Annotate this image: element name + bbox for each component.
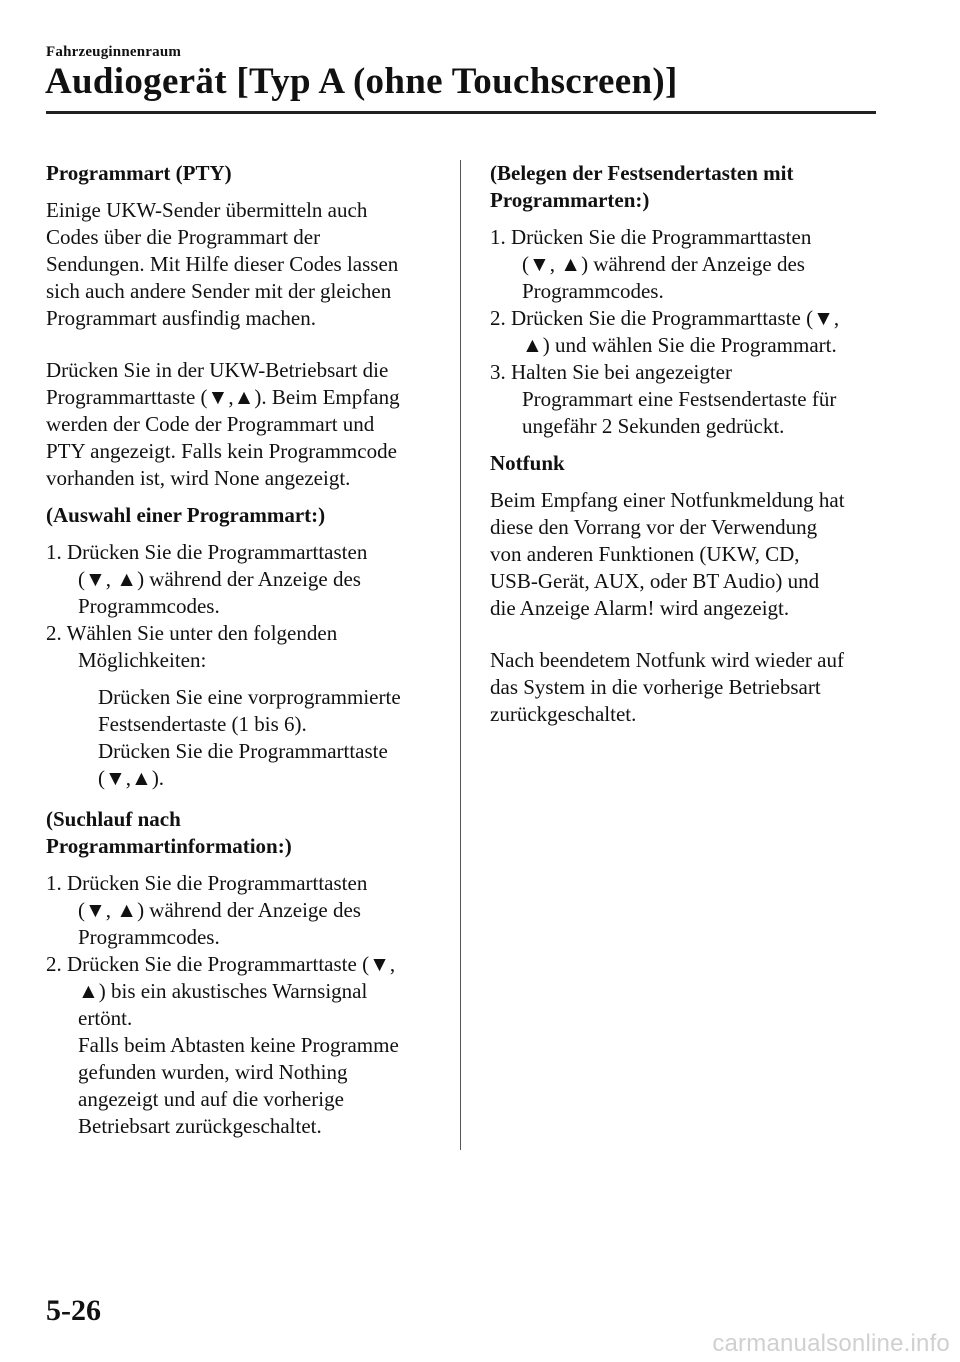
list-item: 1. Drücken Sie die Programmarttasten [46,871,368,895]
text-line: Programmarttaste (▼,▲). Beim Empfang [46,385,400,409]
list-item-continuation: (▼, ▲) während der Anzeige des [522,252,805,276]
list-item-continuation: Programmcodes. [522,279,664,303]
text-line: das System in die vorherige Betriebsart [490,675,821,699]
list-item: 3. Halten Sie bei angezeigter [490,360,732,384]
list-item-continuation: ▲) bis ein akustisches Warnsignal [78,979,368,1003]
heading-suchlauf [46,806,446,860]
list-item-continuation: Programmcodes. [78,925,220,949]
list-item-continuation: Falls beim Abtasten keine Programme [78,1033,399,1057]
text-line: Nach beendetem Notfunk wird wieder auf [490,648,844,672]
column-divider [460,160,461,1150]
text-line: zurückgeschaltet. [490,702,637,726]
list-item-continuation: Programmart eine Festsendertaste für [522,387,837,411]
list-item: 1. Drücken Sie die Programmarttasten [490,225,812,249]
list-item-continuation: (▼, ▲) während der Anzeige des [78,898,361,922]
list-suchlauf [46,870,446,1140]
text-line: Beim Empfang einer Notfunkmeldung hat [490,488,845,512]
text-line: Codes über die Programmart der [46,225,321,249]
paragraph-notfunk-ende [490,647,890,728]
paragraph-notfunk [490,487,890,622]
text-line: Einige UKW-Sender übermitteln auch [46,198,368,222]
bullet-text: Drücken Sie die Programmarttaste [98,739,388,763]
heading-programmart: Programmart (PTY) [46,161,232,185]
text-line: vorhanden ist, wird None angezeigt. [46,466,351,490]
bullet-continuation: (▼,▲). [98,766,165,790]
list-item-continuation: Betriebsart zurückgeschaltet. [78,1114,322,1138]
text-line: Sendungen. Mit Hilfe dieser Codes lassen [46,252,399,276]
list-item-continuation: Programmcodes. [78,594,220,618]
section-label: Fahrzeuginnenraum [46,44,182,60]
list-item-continuation: (▼, ▲) während der Anzeige des [78,567,361,591]
heading-line: (Belegen der Festsendertasten mit [490,161,794,185]
text-line: diese den Vorrang vor der Verwendung [490,515,818,539]
list-item-continuation: ▲) und wählen Sie die Programmart. [522,333,837,357]
watermark: carmanualsonline.info [712,1330,950,1357]
text-line: die Anzeige Alarm! wird angezeigt. [490,596,790,620]
text-line: Programmart ausfindig machen. [46,306,317,330]
list-item: 2. Drücken Sie die Programmarttaste (▼, [46,952,396,976]
list-item-continuation: Möglichkeiten: [78,648,207,672]
bullet-item [46,684,446,711]
bullet-text: Drücken Sie eine vorprogrammierte [98,685,401,709]
heading-notfunk: Notfunk [490,451,565,475]
text-line: Drücken Sie in der UKW-Betriebsart die [46,358,389,382]
text-line: sich auch andere Sender mit der gleichen [46,279,392,303]
list-item: 2. Drücken Sie die Programmarttaste (▼, [490,306,840,330]
heading-belegen [490,160,890,214]
list-item-continuation: gefunden wurden, wird Nothing [78,1060,348,1084]
paragraph-pty-intro [46,197,446,332]
bullet-list [46,684,446,792]
page-number: 5-26 [46,1294,101,1327]
text-line: PTY angezeigt. Falls kein Programmcode [46,439,397,463]
heading-line: (Suchlauf nach [46,807,181,831]
paragraph-pty-usage [46,357,446,492]
list-belegen [490,224,890,440]
list-item: 1. Drücken Sie die Programmarttasten [46,540,368,564]
heading-line: Programmarten:) [490,188,650,212]
list-item: 2. Wählen Sie unter den folgenden [46,621,338,645]
heading-auswahl: (Auswahl einer Programmart:) [46,503,326,527]
heading-line: Programmartinformation:) [46,834,292,858]
text-line: USB-Gerät, AUX, oder BT Audio) und [490,569,820,593]
page-title: Audiogerät [Typ A (ohne Touchscreen)] [45,61,678,102]
left-column [46,160,446,1140]
list-item-continuation: ungefähr 2 Sekunden gedrückt. [522,414,785,438]
list-item-continuation: ertönt. [78,1006,133,1030]
bullet-continuation: Festsendertaste (1 bis 6). [98,712,307,736]
bullet-item [46,738,446,765]
list-auswahl [46,539,446,674]
list-item-continuation: angezeigt und auf die vorherige [78,1087,344,1111]
text-line: werden der Code der Programmart und [46,412,375,436]
text-line: von anderen Funktionen (UKW, CD, [490,542,800,566]
right-column [490,160,890,728]
header-rule [46,111,876,114]
